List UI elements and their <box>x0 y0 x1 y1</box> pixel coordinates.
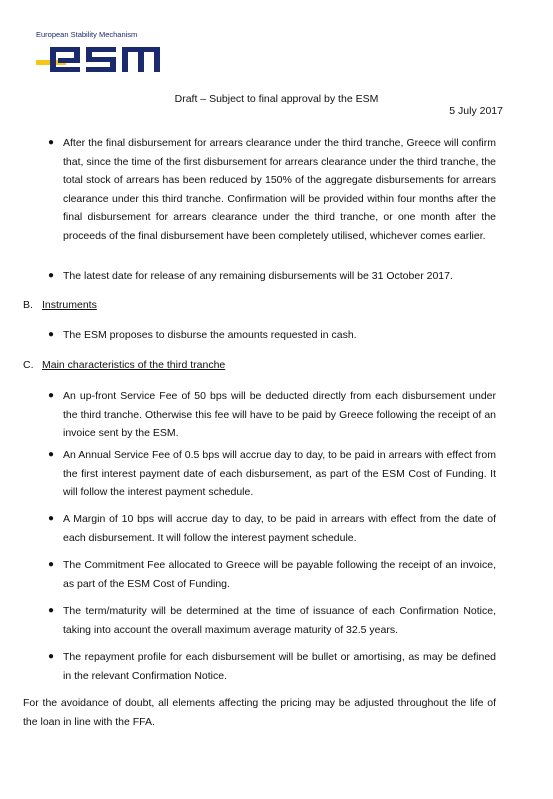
list-item-text: The repayment profile for each disbursement will be bullet or amortising, as may be defined in the relevant Confirmation Notice. <box>63 651 496 682</box>
logo-tagline: European Stability Mechanism <box>36 30 138 39</box>
bullet-icon: ● <box>48 559 55 570</box>
esm-logo <box>36 30 166 80</box>
draft-note: Draft – Subject to final approval by the ESM <box>174 93 379 105</box>
document-date: 5 July 2017 <box>449 105 503 117</box>
bullet-icon: ● <box>48 605 55 616</box>
list-item-text: The Commitment Fee allocated to Greece will be payable following the receipt of an invoice, as part of the ESM Cost of Funding. <box>63 559 496 590</box>
bullet-icon: ● <box>48 390 55 401</box>
bullet-icon: ● <box>48 270 55 281</box>
list-item-text: An Annual Service Fee of 0.5 bps will accrue day to day, to be paid in arrears with effect from the first interest payment date of each disbursement, as part of the ESM Cost of Funding. It will follow the interest payment schedule. <box>63 449 496 498</box>
section-title: Main characteristics of the third tranche <box>42 359 226 371</box>
list-item-text: The ESM proposes to disburse the amounts requested in cash. <box>63 329 357 341</box>
closing-paragraph: For the avoidance of doubt, all elements affecting the pricing may be adjusted throughout the life of the loan in line with the FFA. <box>23 697 496 728</box>
section-letter: B. <box>23 299 33 311</box>
list-item-text: After the final disbursement for arrears clearance under the third tranche, Greece will confirm that, since the time of the first disbursement for arrears clearance under the third tranche, the total stock of arrears has been reduced by 150% of the aggregate disbursements for arrears clearance under this third tranche. Confirmation will be provided within four months after the final disbursement for arrears clearance under the third tranche, or one month after the proceeds of the final disbursement have been completely utilised, whichever comes earlier. <box>63 137 496 242</box>
bullet-icon: ● <box>48 329 55 340</box>
list-item-text: A Margin of 10 bps will accrue day to day, to be paid in arrears with effect from the date of each disbursement. It will follow the interest payment schedule. <box>63 513 496 544</box>
list-item-text: The latest date for release of any remaining disbursements will be 31 October 2017. <box>63 270 453 282</box>
bullet-icon: ● <box>48 651 55 662</box>
list-item-text: An up-front Service Fee of 50 bps will be deducted directly from each disbursement under the third tranche. Otherwise this fee will have to be paid by Greece following the receipt of an invoice sent by the ESM. <box>63 390 496 439</box>
section-title: Instruments <box>42 299 97 311</box>
section-letter: C. <box>23 359 34 371</box>
list-item-text: The term/maturity will be determined at the time of issuance of each Confirmation Notice, taking into account the overall maximum average maturity of 32.5 years. <box>63 605 496 636</box>
esm-logo-icon <box>36 41 166 77</box>
bullet-icon: ● <box>48 449 55 460</box>
bullet-icon: ● <box>48 513 55 524</box>
bullet-icon: ● <box>48 137 55 148</box>
